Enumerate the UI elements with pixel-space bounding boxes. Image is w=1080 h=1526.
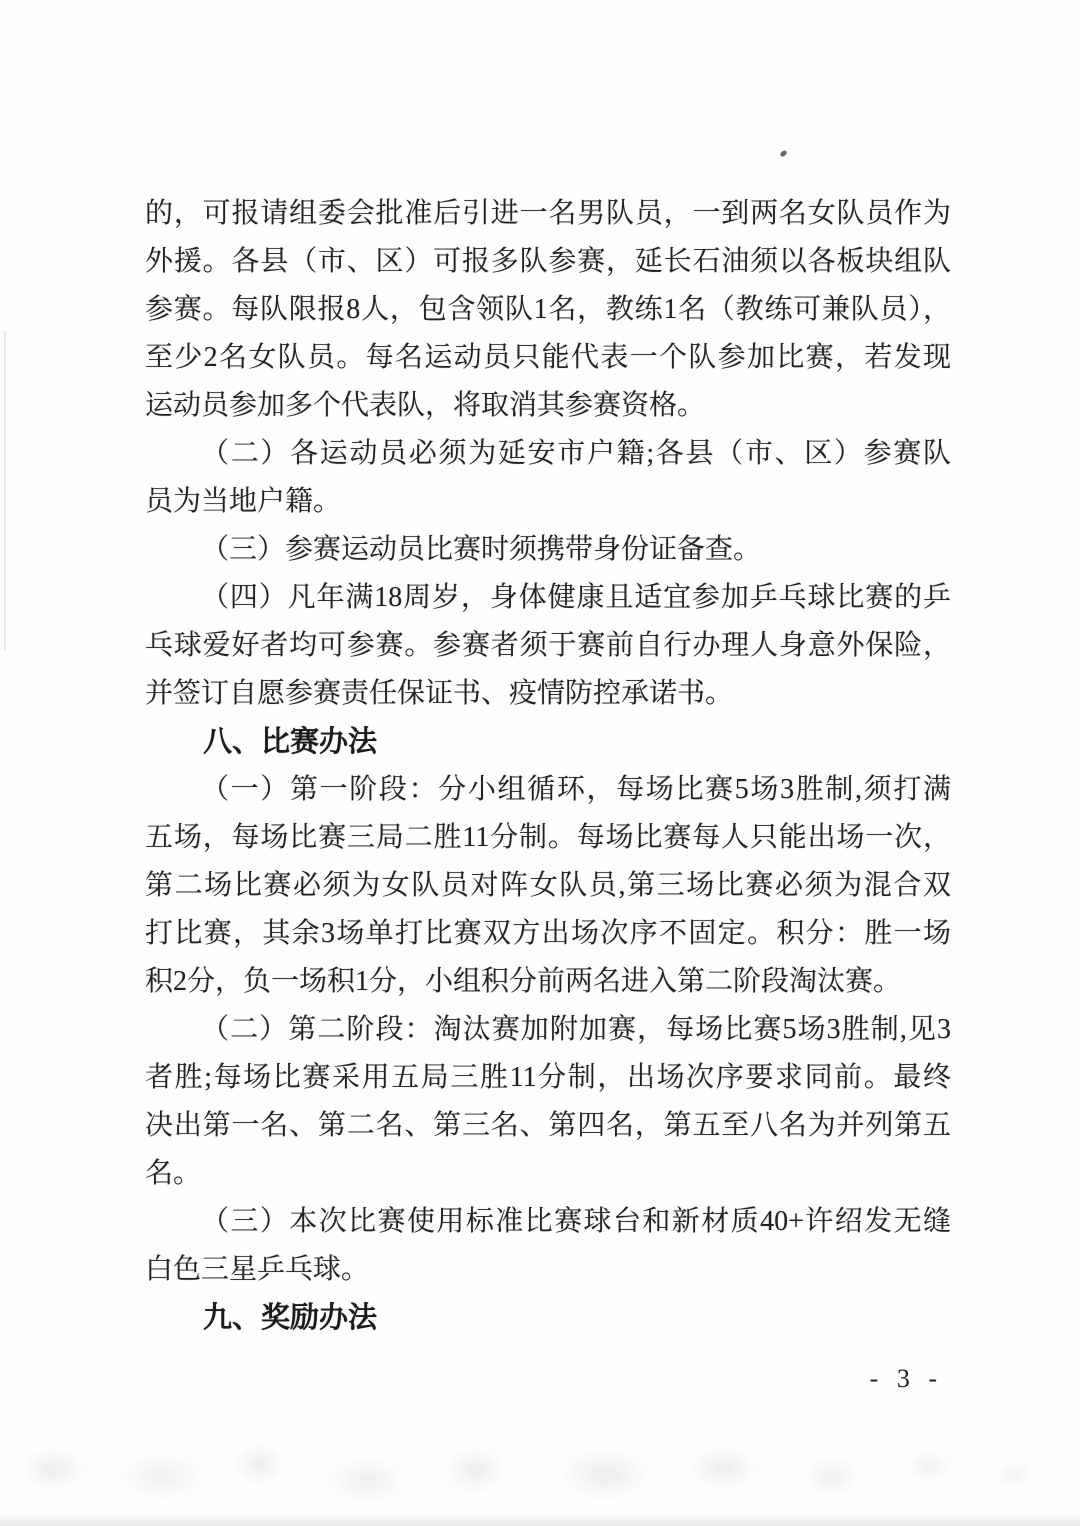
- text-line: 至少2名女队员。每名运动员只能代表一个队参加比赛，若发现: [145, 342, 951, 373]
- text-line: （四）凡年满18周岁，身体健康且适宜参加乒乓球比赛的乒: [201, 582, 951, 613]
- text-line: 参赛。每队限报8人，包含领队1名，教练1名（教练可兼队员），: [145, 294, 951, 325]
- text-line: 运动员参加多个代表队，将取消其参赛资格。: [145, 390, 706, 421]
- scan-bottom-strip: [0, 1516, 1080, 1526]
- text-line: 者胜;每场比赛采用五局三胜11分制，出场次序要求同前。最终: [145, 1062, 951, 1093]
- text-line: 员为当地户籍。: [145, 486, 342, 517]
- text-line: 乓球爱好者均可参赛。参赛者须于赛前自行办理人身意外保险，: [145, 630, 951, 661]
- text-line: 的，可报请组委会批准后引进一名男队员，一到两名女队员作为: [145, 198, 951, 229]
- ink-speck: [779, 149, 787, 158]
- text-line: 外援。各县（市、区）可报多队参赛，延长石油须以各板块组队: [145, 246, 951, 277]
- heading-section-9: 九、奖励办法: [203, 1302, 378, 1334]
- text-line: 白色三星乒乓球。: [145, 1254, 370, 1285]
- scan-smudge-band: [0, 1412, 1080, 1516]
- page-number: - 3 -: [869, 1364, 943, 1393]
- heading-section-8: 八、比赛办法: [203, 726, 378, 758]
- text-line: 名。: [145, 1158, 202, 1189]
- scan-edge-artifact: [4, 330, 6, 650]
- text-line: 积2分，负一场积1分，小组积分前两名进入第二阶段淘汰赛。: [145, 966, 902, 997]
- text-line: （一）第一阶段：分小组循环，每场比赛5场3胜制,须打满: [201, 774, 951, 805]
- text-line: （二）各运动员必须为延安市户籍;各县（市、区）参赛队: [201, 438, 951, 469]
- text-line: 决出第一名、第二名、第三名、第四名，第五至八名为并列第五: [145, 1110, 951, 1141]
- text-line: 并签订自愿参赛责任保证书、疫情防控承诺书。: [145, 678, 734, 709]
- text-line: 第二场比赛必须为女队员对阵女队员,第三场比赛必须为混合双: [145, 870, 951, 901]
- text-line: （三）参赛运动员比赛时须携带身份证备查。: [201, 534, 762, 565]
- document-body: [145, 190, 951, 1342]
- text-line: （三）本次比赛使用标准比赛球台和新材质40+许绍发无缝: [201, 1206, 951, 1237]
- text-line: （二）第二阶段：淘汰赛加附加赛，每场比赛5场3胜制,见3: [201, 1014, 951, 1045]
- text-line: 五场，每场比赛三局二胜11分制。每场比赛每人只能出场一次，: [145, 822, 951, 853]
- text-line: 打比赛，其余3场单打比赛双方出场次序不固定。积分：胜一场: [145, 918, 951, 949]
